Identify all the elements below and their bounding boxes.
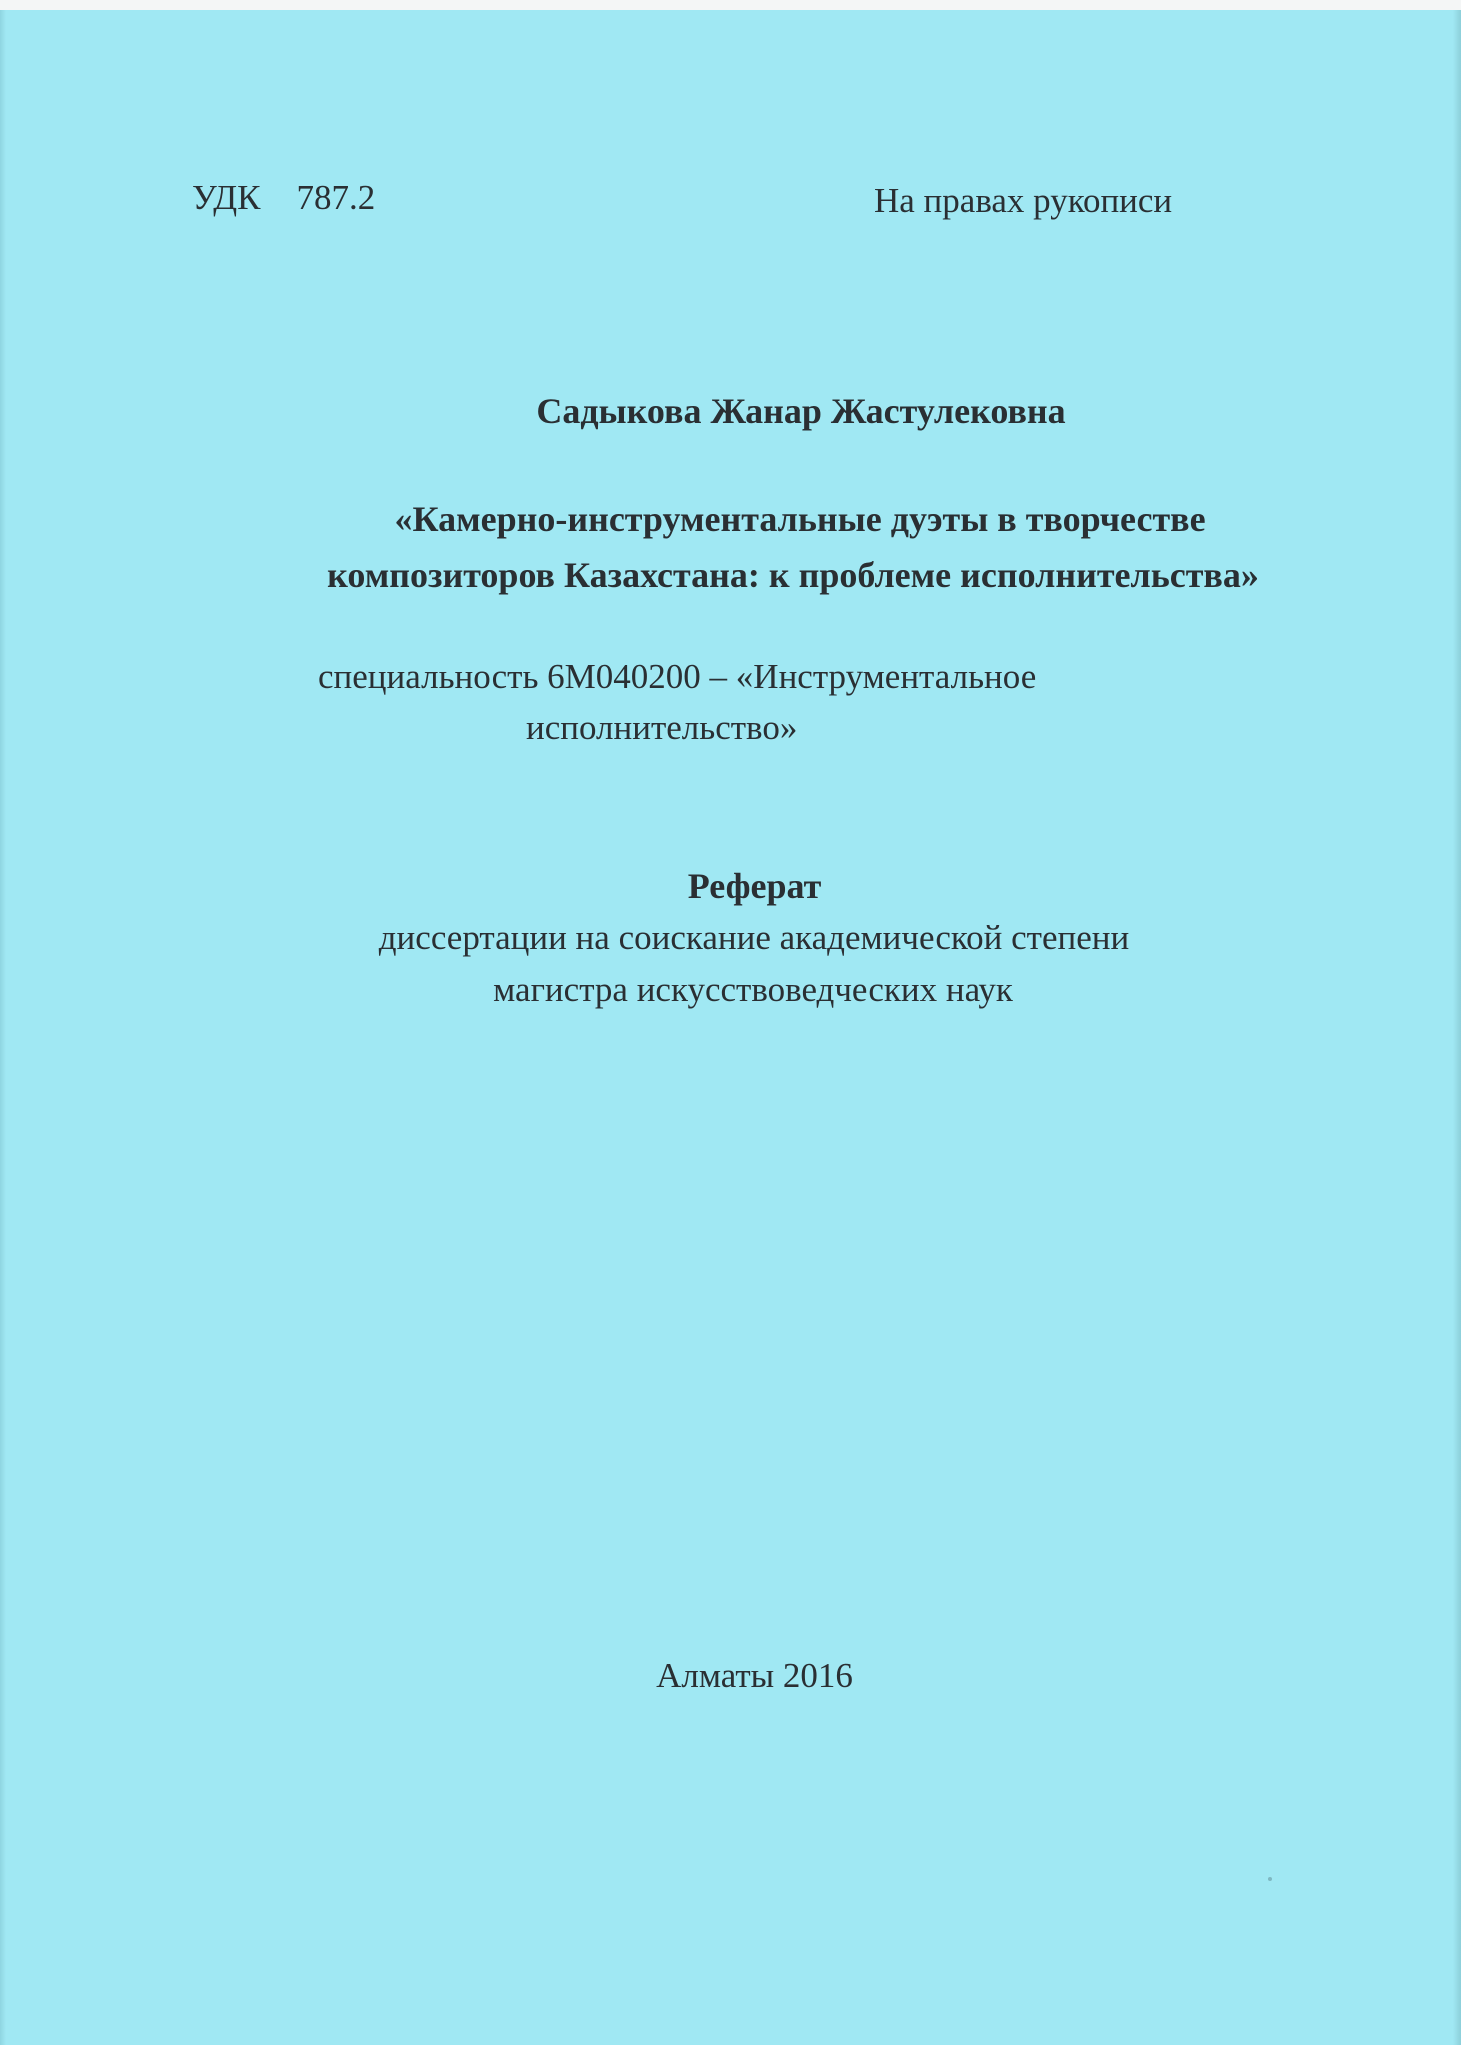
udk-number: 787.2 (296, 178, 376, 217)
title-line-1: «Камерно-инструментальные дуэты в творчестве (394, 499, 1206, 539)
abstract-heading: Реферат (687, 866, 822, 906)
page-right-edge (1453, 10, 1461, 2045)
title-line-2: композиторов Казахстана: к проблеме исполнительства» (327, 555, 1259, 595)
udk-code (192, 178, 375, 218)
udk-label: УДК (192, 178, 261, 217)
abstract-line-1: диссертации на соискание академической степени (378, 918, 1130, 957)
page-left-edge (0, 10, 6, 2045)
author-name: Садыкова Жанар Жастулековна (536, 391, 1066, 431)
city-year: Алматы 2016 (656, 1656, 853, 1695)
specialty-line-1: специальность 6М040200 – «Инструментальное (318, 657, 1037, 696)
scan-top-margin (0, 0, 1461, 10)
specialty-line-2: исполнительство» (526, 708, 798, 747)
abstract-line-2: магистра искусствоведческих наук (493, 970, 1013, 1009)
scan-speck (1268, 1877, 1272, 1881)
rights-note: На правах рукописи (874, 181, 1173, 220)
